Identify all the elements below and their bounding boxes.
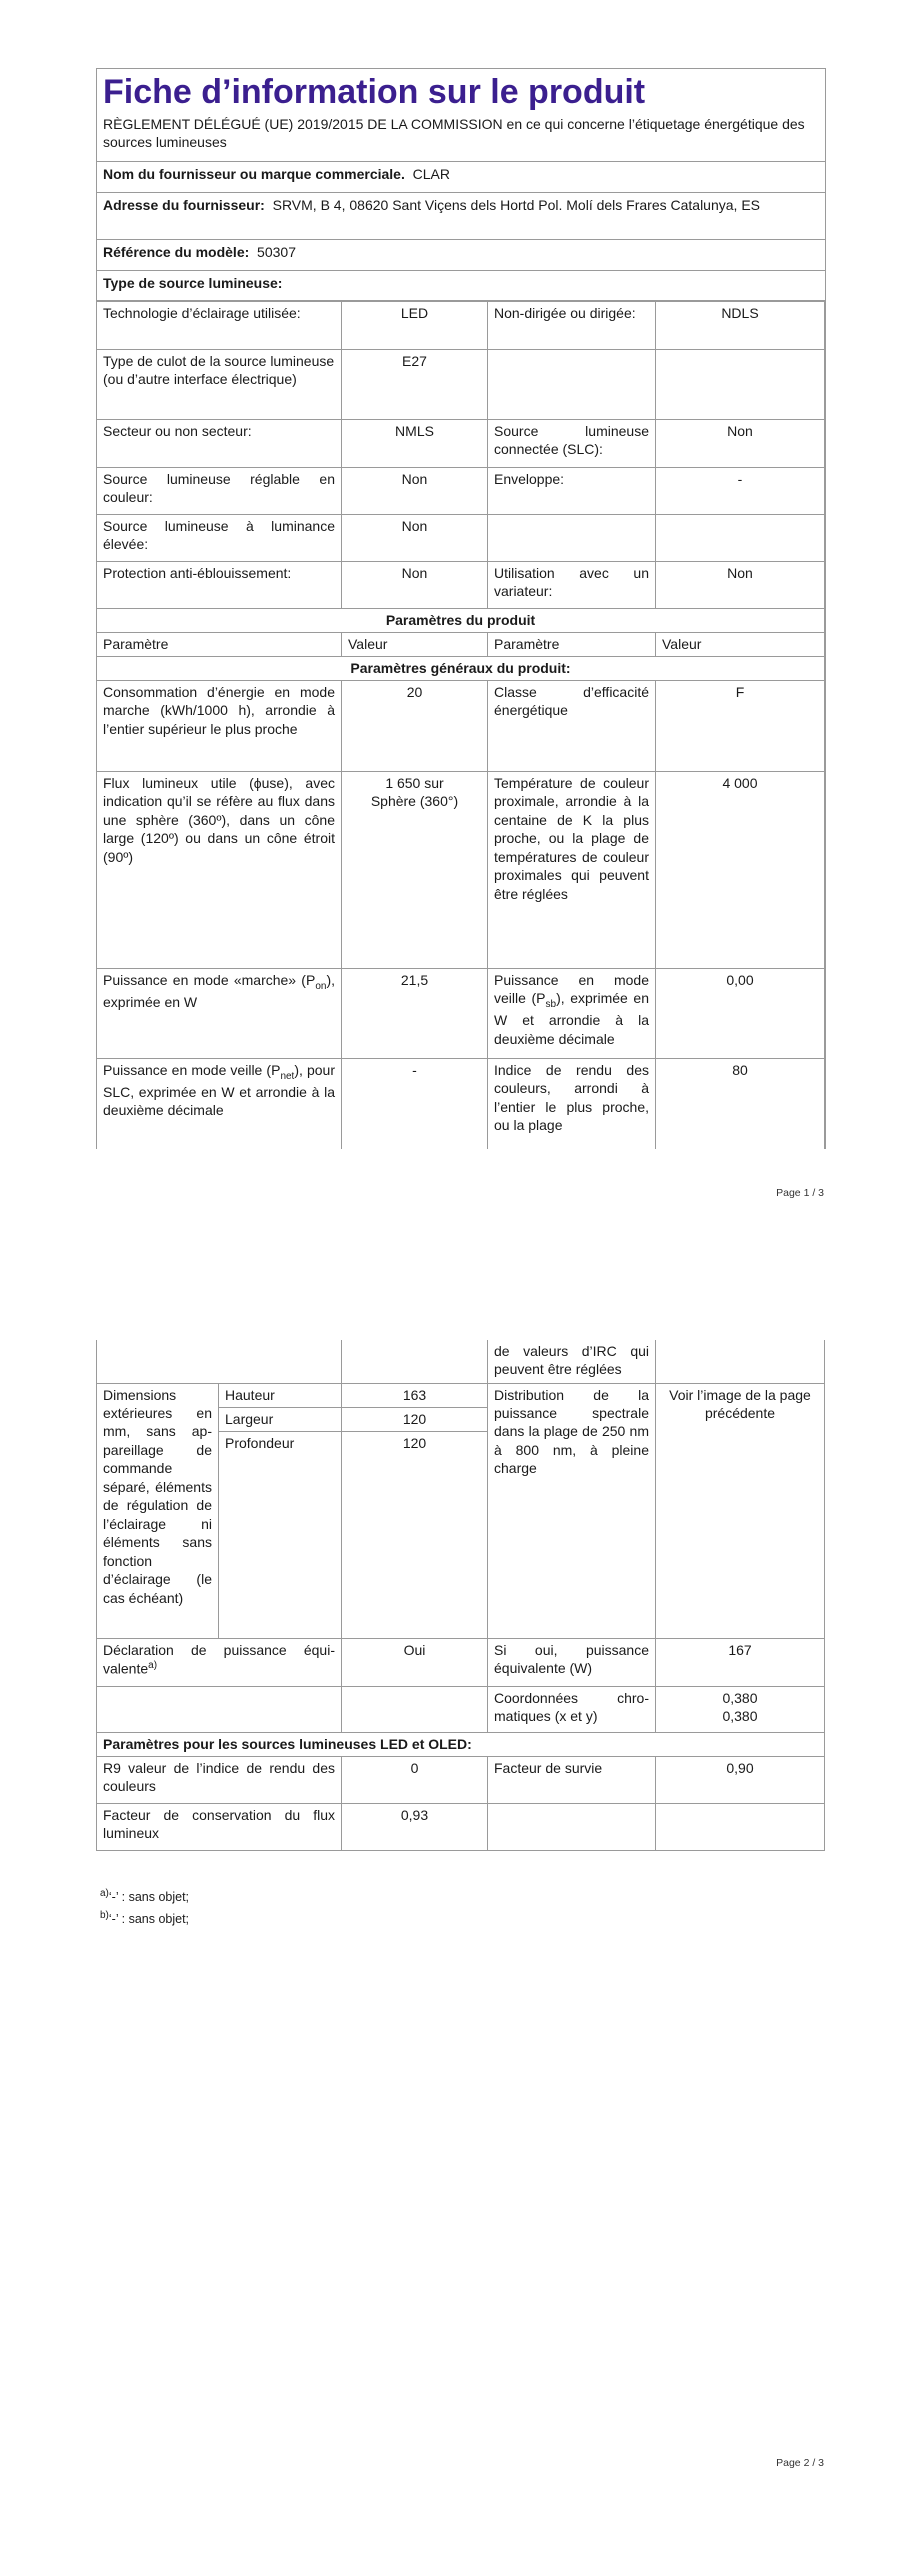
high-luminance-label: Source lumineuse à luminance élevée:	[97, 515, 342, 562]
empty-cell	[342, 1455, 488, 1638]
table-row	[97, 681, 825, 772]
product-info-sheet	[96, 68, 826, 1149]
table-row	[97, 1732, 825, 1756]
table-row	[97, 1803, 825, 1850]
cri-label: Indice de rendu des couleurs, arrondi à l’entier le plus proche, ou la plage	[488, 1059, 656, 1149]
cct-value: 4 000	[656, 772, 825, 969]
flux-value	[342, 772, 488, 969]
width-label: Largeur	[219, 1407, 342, 1431]
r9-label: R9 valeur de l’indice de rendu des couleurs	[97, 1756, 342, 1803]
page-title: Fiche d’information sur le produit	[103, 73, 646, 111]
table-row	[97, 609, 825, 633]
cap-label-line-2: (ou d’autre interface électrique)	[103, 371, 297, 388]
col-value-header-2: Valeur	[656, 633, 825, 657]
supplier-address-row	[97, 193, 825, 240]
connected-label: Source lumineuse connectée (SLC):	[488, 420, 656, 468]
table-row	[97, 969, 825, 1059]
flux-value-line-2: Sphère (360°)	[370, 793, 459, 810]
table-row	[97, 657, 825, 681]
tech-value: LED	[342, 302, 488, 350]
lumen-maint-value: 0,93	[342, 1803, 488, 1850]
equiv-power-label: Si oui, puissance équivalente (W)	[488, 1638, 656, 1686]
empty-cell	[656, 515, 825, 562]
lumen-maint-label: Facteur de conservation du flux lumineux	[97, 1803, 342, 1850]
survival-label: Facteur de survie	[488, 1756, 656, 1803]
col-value-header: Valeur	[342, 633, 488, 657]
light-source-type-label: Type de source lumineuse:	[103, 275, 283, 291]
cri-continued: de valeurs d’IRC qui peuvent être réglées	[488, 1340, 656, 1383]
connected-value: Non	[656, 420, 825, 468]
survival-value: 0,90	[656, 1756, 825, 1803]
flux-value-line-1: 1 650 sur	[385, 775, 444, 791]
page-1	[0, 0, 919, 1225]
general-params-header: Paramètres généraux du produit:	[97, 657, 825, 681]
spd-label: Distribution de la puissance spectrale dans la plage de 250 nm à 800 nm, à pleine charge	[488, 1383, 656, 1638]
footnote-a: $^{a)}$‘-’ : sans objet;	[100, 1888, 190, 1905]
colour-tunable-value: Non	[342, 468, 488, 515]
envelope-label: Enveloppe:	[488, 468, 656, 515]
tech-label: Technologie d’éclairage utilisée:	[97, 302, 342, 350]
table-row	[97, 1686, 825, 1732]
footnote-b: $^{b)}$‘-’ : sans objet;	[100, 1910, 190, 1927]
height-label: Hauteur	[219, 1383, 342, 1407]
width-value: 120	[342, 1407, 488, 1431]
table-row	[97, 633, 825, 657]
cap-label-line-1: Type de culot de la source lumineuse	[103, 353, 335, 369]
dimmable-label: Utilisation avec un variateur:	[488, 562, 656, 609]
page-number: Page 2 / 3	[776, 2457, 824, 2469]
table-row	[97, 468, 825, 515]
table-row	[97, 1340, 825, 1383]
envelope-value: -	[656, 468, 825, 515]
page-number: Page 1 / 3	[776, 1187, 824, 1199]
equiv-decl-value: Oui	[342, 1638, 488, 1686]
flux-label: Flux lumineux utile (ϕuse), avec indication qu’il se réfère au flux dans une sphère (360º), dans un cône large (120º) ou dans un cône étroit (90º)	[97, 772, 342, 969]
cri-value: 80	[656, 1059, 825, 1149]
light-source-table	[96, 301, 825, 1149]
table-row	[97, 420, 825, 468]
table-row	[97, 1059, 825, 1149]
empty-cell	[488, 515, 656, 562]
efficiency-label: Classe d’efficacité énergétique	[488, 681, 656, 772]
col-param-header-2: Paramètre	[488, 633, 656, 657]
supplier-address-value: SRVM, B 4, 08620 Sant Viçens dels Hortd Pol. Molí dels Frares Catalunya, ES	[272, 197, 760, 213]
empty-cell	[219, 1455, 342, 1638]
model-reference-row	[97, 240, 825, 271]
light-source-type-row	[97, 271, 825, 301]
table-row	[97, 562, 825, 609]
depth-label: Profondeur	[219, 1431, 342, 1455]
efficiency-value: F	[656, 681, 825, 772]
empty-cell	[342, 1340, 488, 1383]
empty-cell	[97, 1340, 342, 1383]
table-row	[97, 302, 825, 350]
empty-cell	[488, 350, 656, 420]
product-params-header: Paramètres du produit	[97, 609, 825, 633]
dimensions-label: Dimensions extérieures en mm, sans appareillage de commande séparé, éléments de régulation de l’éclairage ni éléments sans fonction d’éclairage (le cas échéant)	[97, 1383, 219, 1638]
model-reference-value: 50307	[257, 244, 296, 260]
empty-cell	[488, 1803, 656, 1850]
spd-value: Voir l’image de la page précédente	[656, 1383, 825, 1638]
standby-value: 0,00	[656, 969, 825, 1059]
led-params-header: Paramètres pour les sources lumineuses LED et OLED:	[97, 1732, 825, 1756]
energy-value: 20	[342, 681, 488, 772]
cct-label: Température de couleur proximale, arrondie à la centaine de K la plus proche, ou la plage de températures de couleur proximales qui peuvent être réglées	[488, 772, 656, 969]
mains-value: NMLS	[342, 420, 488, 468]
directional-value: NDLS	[656, 302, 825, 350]
on-power-value: 21,5	[342, 969, 488, 1059]
colour-tunable-label: Source lumineuse réglable en couleur:	[97, 468, 342, 515]
table-row	[97, 1638, 825, 1686]
chroma-value	[656, 1686, 825, 1732]
r9-value: 0	[342, 1756, 488, 1803]
chroma-x: 0,380	[722, 1689, 758, 1706]
high-luminance-value: Non	[342, 515, 488, 562]
col-param-header: Paramètre	[97, 633, 342, 657]
continued-table	[96, 1340, 825, 1851]
empty-cell	[97, 1686, 342, 1732]
supplier-name-row	[97, 162, 825, 193]
product-info-sheet-continued	[96, 1340, 824, 1851]
anti-glare-value: Non	[342, 562, 488, 609]
table-row	[97, 1383, 825, 1407]
supplier-name-label: Nom du fournisseur ou marque commerciale.	[103, 166, 405, 182]
regulation-subtitle: RÈGLEMENT DÉLÉGUÉ (UE) 2019/2015 DE LA COMMISSION en ce qui concerne l’étiquetage énergétique des sources lumineuses	[97, 115, 825, 162]
on-power-label: Puissance en mode «marche» $(P_{on})$, exprimée en W	[97, 969, 342, 1059]
equiv-power-value: 167	[656, 1638, 825, 1686]
table-row	[97, 515, 825, 562]
standby-label: Puissance en mode veille $(P_{sb})$, exprimée en W et arrondie à la deuxième décimale	[488, 969, 656, 1059]
equiv-decl-label: Déclaration de puissance équivalente$^{a)}$	[97, 1638, 342, 1686]
depth-value: 120	[342, 1431, 488, 1455]
dimmable-value: Non	[656, 562, 825, 609]
mains-label: Secteur ou non secteur:	[97, 420, 342, 468]
directional-label: Non-dirigée ou dirigée:	[488, 302, 656, 350]
net-standby-label: Puissance en mode veille $(P_{net})$, pour SLC, exprimée en W et arrondie à la deuxième décimale	[97, 1059, 342, 1149]
model-reference-label: Référence du modèle:	[103, 244, 250, 260]
chroma-y: 0,380	[722, 1707, 758, 1724]
table-row	[97, 350, 825, 420]
supplier-name-value: CLAR	[412, 166, 450, 182]
energy-label: Consommation d’énergie en mode marche (kWh/1000 h), arrondie à l’entier supérieur le plus proche	[97, 681, 342, 772]
net-standby-value: -	[342, 1059, 488, 1149]
height-value: 163	[342, 1383, 488, 1407]
empty-cell	[342, 1686, 488, 1732]
cap-value: E27	[342, 350, 488, 420]
empty-cell	[656, 350, 825, 420]
page-2	[0, 1225, 919, 2560]
chroma-label: Coordonnées chromatiques (x et y)	[488, 1686, 656, 1732]
empty-cell	[656, 1803, 825, 1850]
empty-cell	[656, 1340, 825, 1383]
supplier-address-label: Adresse du fournisseur:	[103, 197, 265, 213]
table-row	[97, 1756, 825, 1803]
anti-glare-label: Protection anti-éblouissement:	[97, 562, 342, 609]
cap-label	[97, 350, 342, 420]
table-row	[97, 772, 825, 969]
